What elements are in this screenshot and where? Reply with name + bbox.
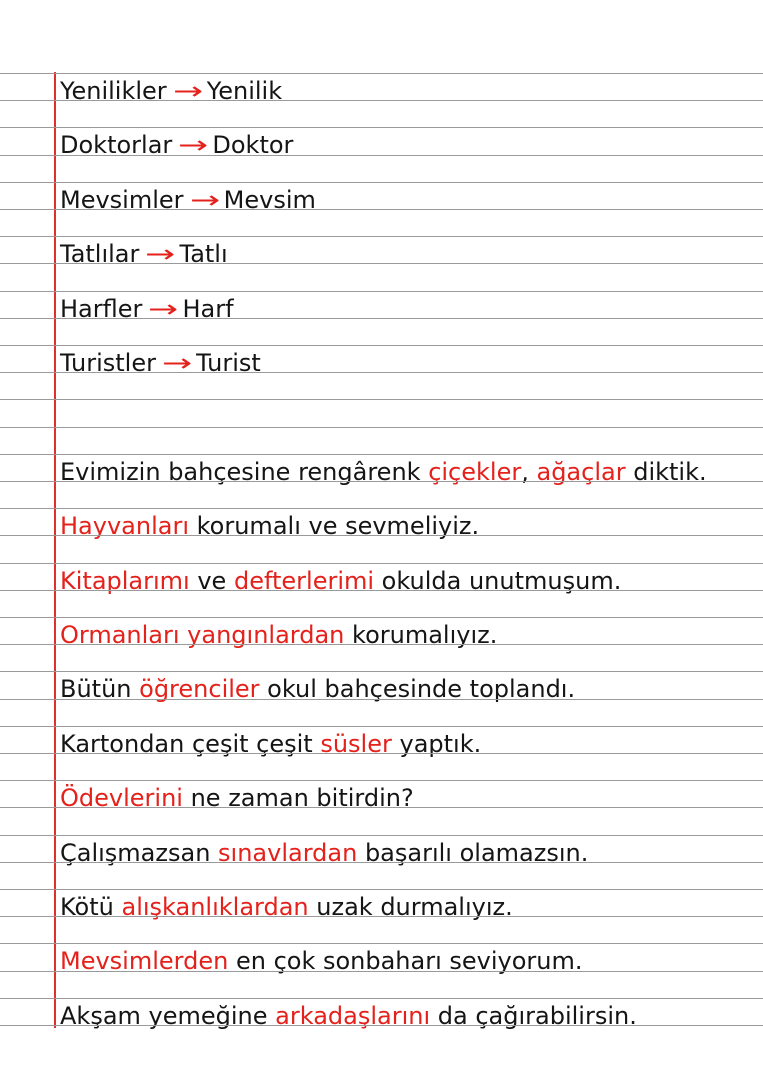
ruled-line [0, 617, 763, 618]
ruled-line [0, 807, 763, 808]
ruled-line [0, 1025, 763, 1026]
highlighted-plural-word: ağaçlar [536, 458, 626, 486]
sentence-line [60, 617, 497, 653]
sentence-text: Akşam yemeğine [60, 1002, 276, 1030]
sentence-line [60, 726, 481, 762]
ruled-line [0, 889, 763, 890]
ruled-line [0, 671, 763, 672]
sentence-line [60, 943, 583, 979]
ruled-line [0, 291, 763, 292]
sentence-text: korumalı ve sevmeliyiz. [189, 512, 480, 540]
ruled-line [0, 563, 763, 564]
ruled-line [0, 236, 763, 237]
word-pair-line [60, 73, 282, 109]
plural-word: Turistler [60, 349, 156, 377]
sentence-text: okulda unutmuşum. [374, 567, 622, 595]
highlighted-plural-word: çiçekler [428, 458, 522, 486]
highlighted-plural-word: sınavlardan [218, 839, 358, 867]
sentence-text: yaptık. [391, 730, 482, 758]
ruled-line [0, 780, 763, 781]
sentence-text: , [521, 458, 537, 486]
ruled-line [0, 399, 763, 400]
sentence-line [60, 671, 575, 707]
highlighted-plural-word: arkadaşlarını [275, 1002, 431, 1030]
word-pair-line [60, 291, 234, 327]
ruled-line [0, 508, 763, 509]
singular-word: Turist [196, 349, 261, 377]
word-pair-line [60, 127, 293, 163]
sentence-line [60, 780, 414, 816]
highlighted-plural-word: alışkanlıklardan [121, 893, 309, 921]
ruled-line [0, 209, 763, 210]
ruled-line [0, 481, 763, 482]
ruled-line [0, 345, 763, 346]
ruled-line [0, 127, 763, 128]
sentence-text: da çağırabilirsin. [430, 1002, 637, 1030]
highlighted-plural-word: öğrenciler [139, 675, 260, 703]
sentence-text: başarılı olamazsın. [357, 839, 589, 867]
ruled-line [0, 644, 763, 645]
plural-word: Mevsimler [60, 186, 184, 214]
ruled-line [0, 263, 763, 264]
ruled-line [0, 73, 763, 74]
highlighted-plural-word: Mevsimlerden [60, 947, 229, 975]
ruled-line [0, 835, 763, 836]
sentence-text: Kötü [60, 893, 122, 921]
arrow-right-icon: → [161, 349, 193, 377]
highlighted-plural-word: Ormanları yangınlardan [60, 621, 345, 649]
ruled-line [0, 182, 763, 183]
sentence-line [60, 508, 479, 544]
arrow-right-icon: → [148, 295, 179, 323]
highlighted-plural-word: defterlerimi [233, 567, 375, 595]
arrow-right-icon: → [145, 240, 176, 268]
ruled-line [0, 454, 763, 455]
ruled-line [0, 862, 763, 863]
singular-word: Harf [182, 295, 234, 323]
ruled-line [0, 427, 763, 428]
ruled-line [0, 943, 763, 944]
plural-word: Doktorlar [60, 131, 173, 159]
ruled-line [0, 971, 763, 972]
sentence-text: ve [189, 567, 234, 595]
sentence-text: Evimizin bahçesine rengârenk [60, 458, 429, 486]
highlighted-plural-word: süsler [320, 730, 392, 758]
sentence-line [60, 563, 621, 599]
singular-word: Yenilik [206, 77, 283, 105]
sentence-line [60, 454, 707, 490]
ruled-line [0, 155, 763, 156]
sentence-text: en çok sonbaharı seviyorum. [228, 947, 583, 975]
sentence-text: Kartondan çeşit çeşit [60, 730, 321, 758]
sentence-text: diktik. [625, 458, 707, 486]
ruled-line [0, 535, 763, 536]
highlighted-plural-word: Ödevlerini [60, 784, 183, 812]
sentence-text: korumalıyız. [344, 621, 498, 649]
plural-word: Tatlılar [60, 240, 140, 268]
singular-word: Tatlı [179, 240, 228, 268]
ruled-line [0, 699, 763, 700]
sentence-text: uzak durmalıyız. [308, 893, 513, 921]
singular-word: Mevsim [223, 186, 316, 214]
plural-word: Yenilikler [60, 77, 167, 105]
sentence-text: ne zaman bitirdin? [182, 784, 414, 812]
word-pair-line [60, 345, 261, 381]
ruled-line [0, 726, 763, 727]
ruled-line [0, 372, 763, 373]
singular-word: Doktor [212, 131, 294, 159]
word-pair-line [60, 182, 316, 218]
ruled-line [0, 998, 763, 999]
ruled-line [0, 318, 763, 319]
ruled-line [0, 100, 763, 101]
ruled-line [0, 590, 763, 591]
ruled-line [0, 916, 763, 917]
sentence-line [60, 889, 513, 925]
arrow-right-icon: → [189, 186, 220, 214]
sentence-line [60, 835, 588, 871]
plural-word: Harfler [60, 295, 143, 323]
sentence-line [60, 998, 637, 1034]
word-pair-line [60, 236, 228, 272]
highlighted-plural-word: Hayvanları [60, 512, 189, 540]
arrow-right-icon: → [172, 77, 203, 105]
sentence-text: Bütün [60, 675, 140, 703]
ruled-line [0, 753, 763, 754]
sentence-text: okul bahçesinde toplandı. [259, 675, 576, 703]
red-margin-line [54, 72, 56, 1028]
sentence-text: Çalışmazsan [60, 839, 219, 867]
arrow-right-icon: → [178, 131, 209, 159]
highlighted-plural-word: Kitaplarımı [60, 567, 190, 595]
